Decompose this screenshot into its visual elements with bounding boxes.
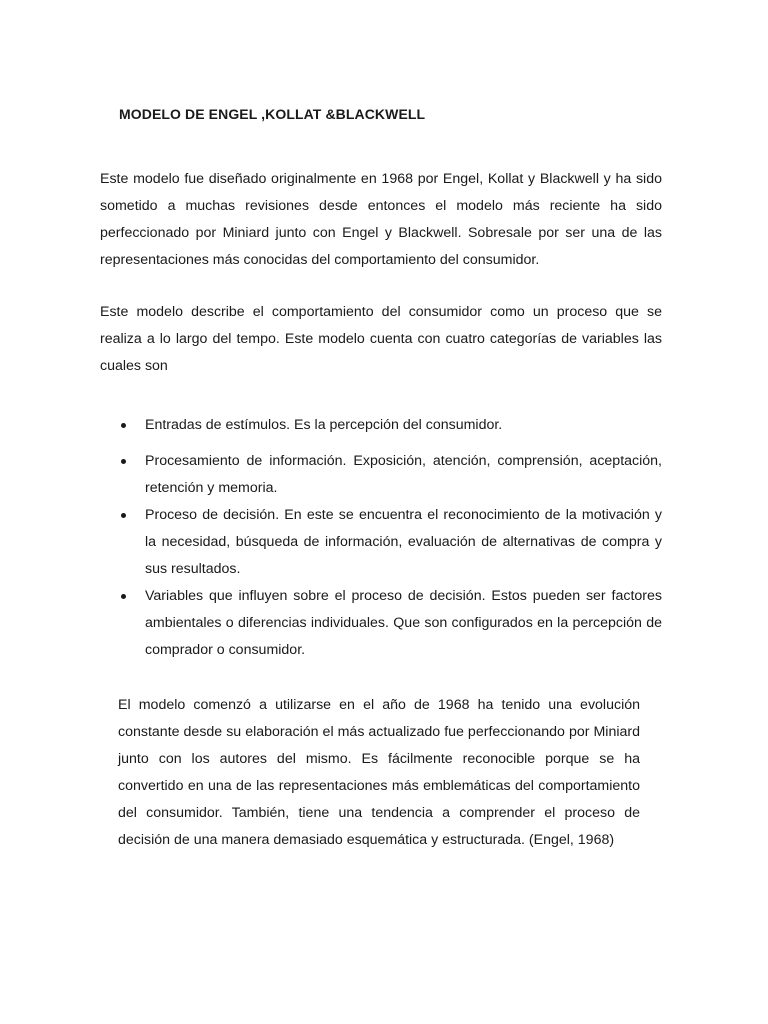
- list-item-text: Proceso de decisión. En este se encuentra el reconocimiento de la motivación y la necesidad, búsqueda de información, evaluación de alternativas de compra y sus resultados.: [145, 507, 662, 577]
- variables-list: [118, 412, 662, 664]
- paragraph-conclusion: El modelo comenzó a utilizarse en el año de 1968 ha tenido una evolución constante desde su elaboración el más actualizado fue perfeccionando por Miniard junto con los autores del mismo. Es fácilmente reconocible porque se ha convertido en una de las representaciones más emblemáticas del comportamiento del consumidor. También, tiene una tendencia a comprender el proceso de decisión de una manera demasiado esquemática y estructurada. (Engel, 1968): [118, 697, 640, 848]
- document-title: MODELO DE ENGEL ,KOLLAT &BLACKWELL: [119, 106, 426, 122]
- bullet-icon: [121, 513, 126, 518]
- list-item: [118, 502, 662, 583]
- list-item: [118, 448, 662, 502]
- paragraph-intro: Este modelo fue diseñado originalmente en 1968 por Engel, Kollat y Blackwell y ha sido sometido a muchas revisiones desde entonces el modelo más reciente ha sido perfeccionado por Miniard junto con Engel y Blackwell. Sobresale por ser una de las representaciones más conocidas del comportamiento del consumidor.: [100, 171, 662, 268]
- list-item-text: Procesamiento de información. Exposición, atención, comprensión, aceptación, retención y memoria.: [145, 453, 662, 496]
- list-item: [118, 583, 662, 664]
- bullet-icon: [121, 594, 126, 599]
- list-item: [118, 412, 662, 439]
- list-item-text: Variables que influyen sobre el proceso de decisión. Estos pueden ser factores ambientales o diferencias individuales. Que son configurados en la percepción de comprador o consumidor.: [145, 588, 662, 658]
- bullet-icon: [121, 459, 126, 464]
- bullet-icon: [121, 423, 126, 428]
- paragraph-description: Este modelo describe el comportamiento del consumidor como un proceso que se realiza a lo largo del tempo. Este modelo cuenta con cuatro categorías de variables las cuales son: [100, 304, 662, 374]
- list-item-text: Entradas de estímulos. Es la percepción del consumidor.: [145, 417, 503, 433]
